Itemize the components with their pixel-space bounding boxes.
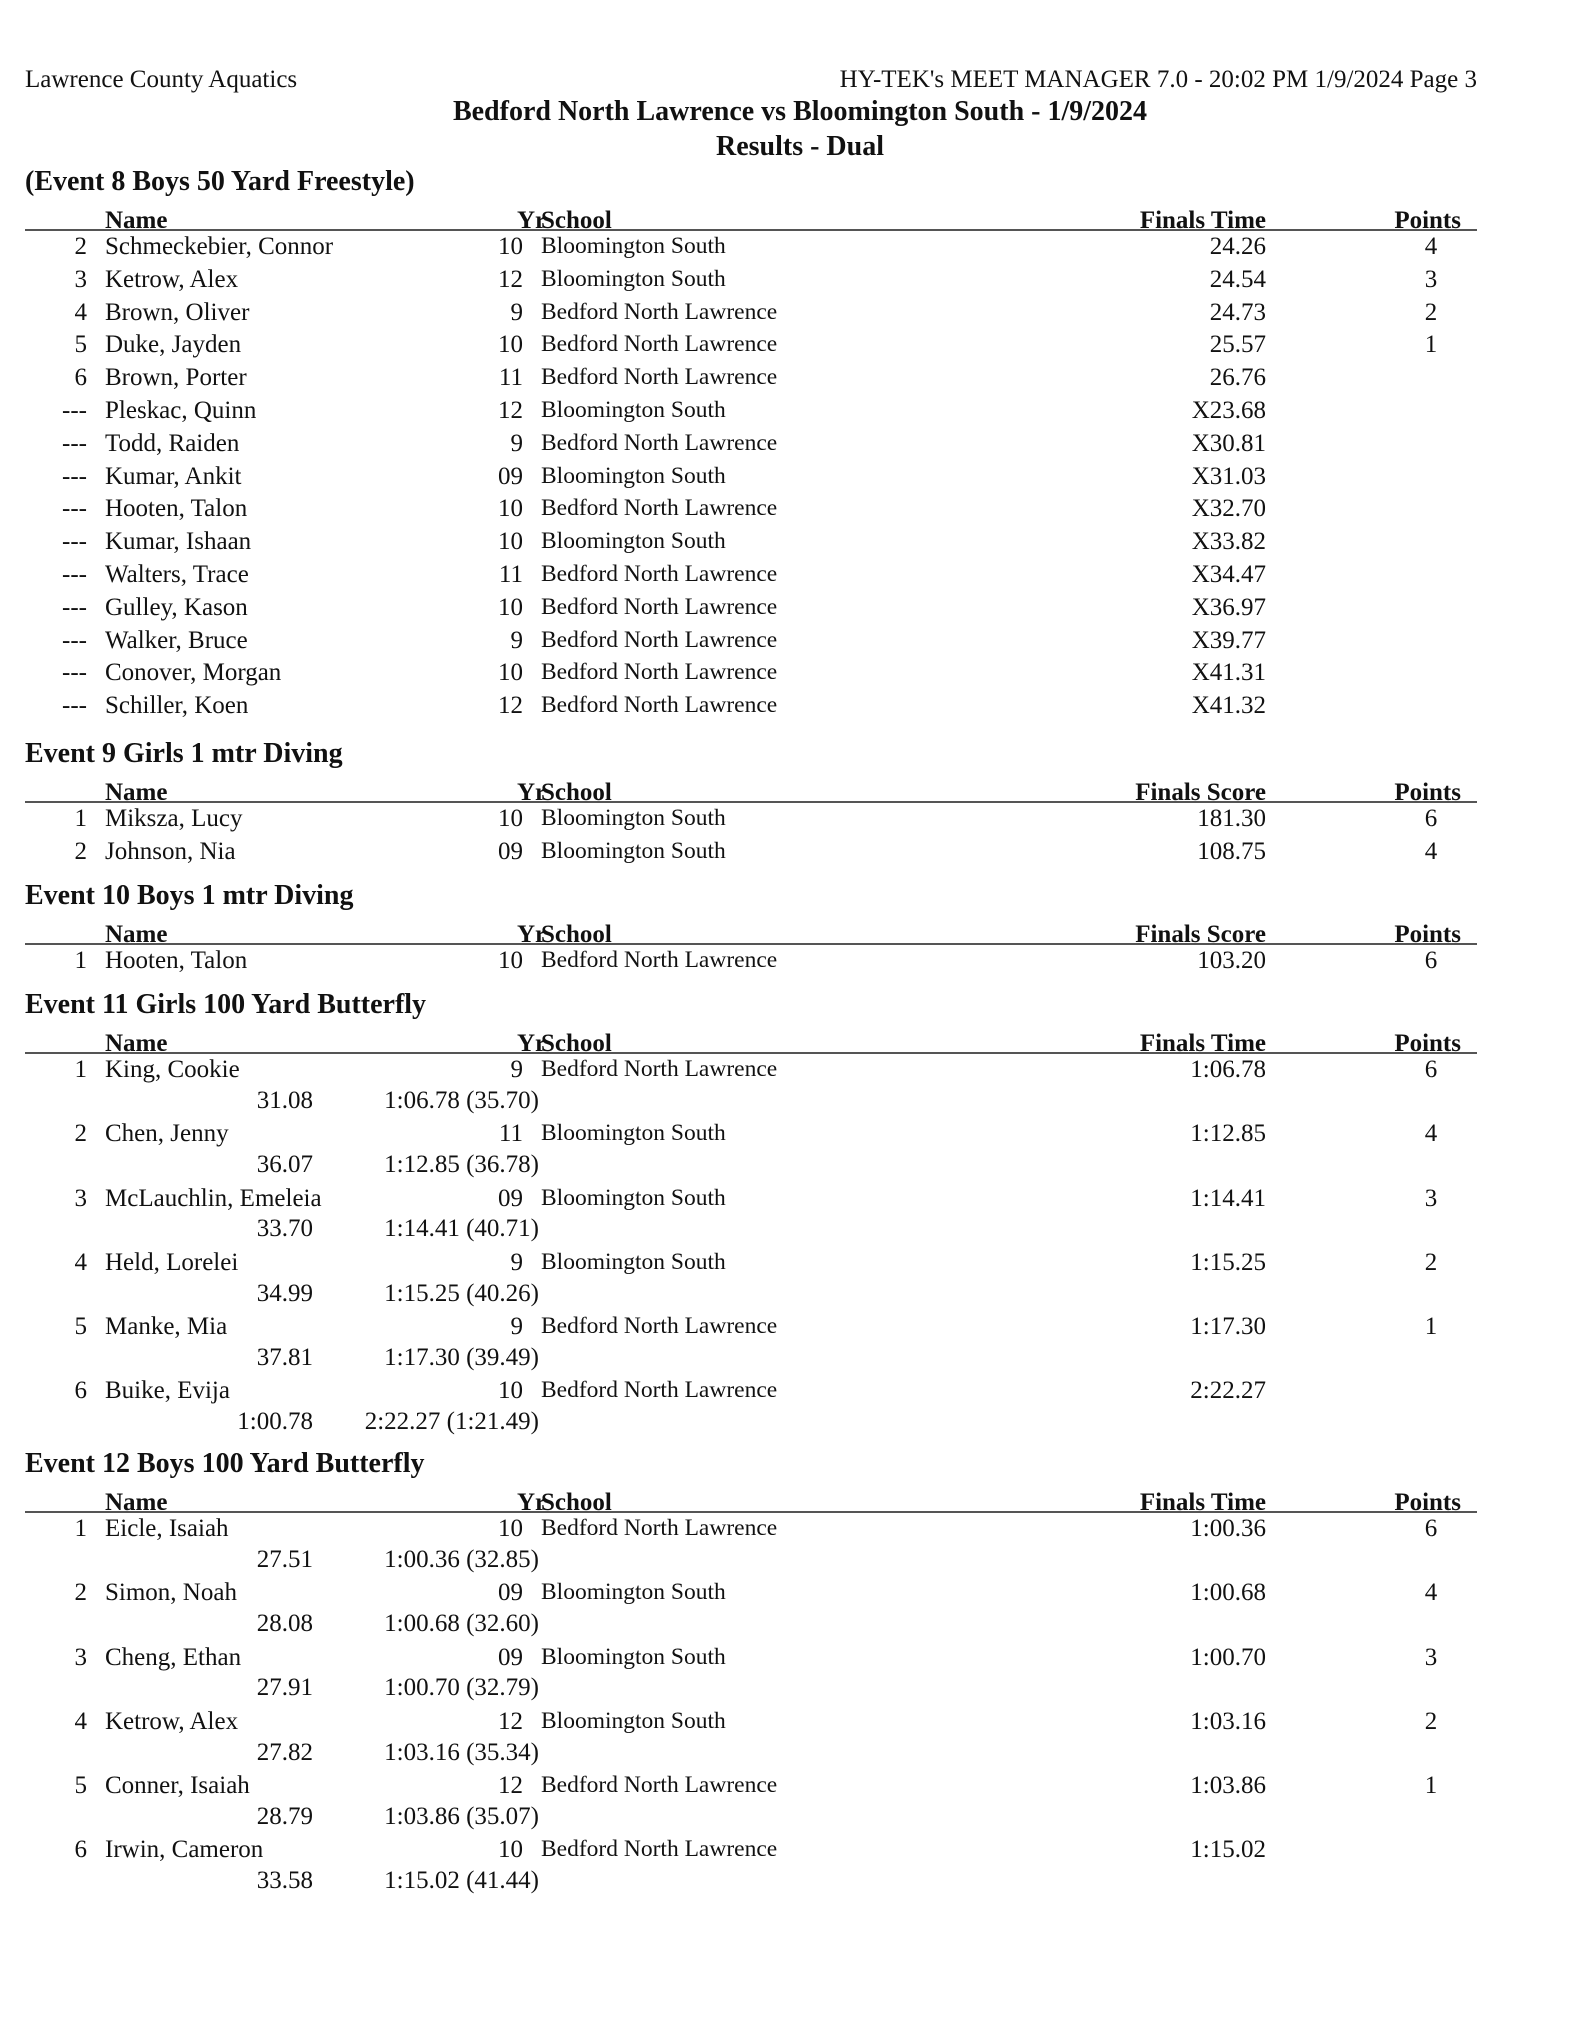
school: Bedford North Lawrence [541, 1515, 778, 1541]
year: 12 [498, 692, 523, 720]
result-row [25, 657, 1477, 690]
year: 09 [498, 1184, 523, 1212]
points: 4 [1424, 233, 1438, 260]
place: 1 [74, 805, 87, 832]
column-header-row [25, 1481, 1477, 1516]
school: Bloomington South [541, 837, 726, 864]
swimmer-name: Hooten, Talon [105, 947, 248, 974]
year: 10 [498, 593, 523, 621]
place: --- [62, 396, 87, 424]
school: Bloomington South [541, 462, 726, 489]
column-header-name: Name [105, 921, 168, 948]
column-header-yr: Yr [517, 921, 547, 948]
final-result: 1:03.86 [1190, 1772, 1266, 1800]
result-row [25, 461, 1477, 494]
organization-name: Lawrence County Aquatics [25, 66, 298, 93]
result-row [25, 297, 1477, 330]
result-row [25, 1577, 1477, 1610]
swimmer-name: King, Cookie [105, 1056, 240, 1083]
event-section [25, 988, 1477, 1440]
points: 1 [1424, 1772, 1438, 1800]
school: Bedford North Lawrence [541, 1313, 778, 1340]
year: 9 [510, 1313, 523, 1341]
result-row [25, 592, 1477, 625]
swimmer-name: Conover, Morgan [105, 659, 282, 687]
place: 2 [74, 1120, 87, 1148]
event-title: Event 9 Girls 1 mtr Diving [25, 738, 343, 769]
result-row [25, 231, 1477, 264]
place: 1 [74, 947, 87, 974]
swimmer-name: Ketrow, Alex [105, 1707, 239, 1735]
result-row [25, 690, 1477, 723]
school: Bedford North Lawrence [541, 1056, 778, 1082]
year: 10 [498, 528, 523, 556]
event-section [25, 879, 1477, 978]
school: Bloomington South [541, 1248, 726, 1275]
year: 10 [498, 805, 523, 832]
results-title: Results - Dual [715, 131, 884, 162]
split-50: 34.99 [256, 1279, 313, 1307]
split-row [25, 1408, 1477, 1440]
column-header-name: Name [105, 1489, 168, 1516]
school: Bedford North Lawrence [541, 947, 778, 973]
year: 09 [498, 837, 523, 865]
result-row [25, 1183, 1477, 1216]
place: --- [62, 692, 87, 720]
column-header-points: Points [1394, 1489, 1461, 1516]
result-row [25, 1706, 1477, 1739]
place: --- [62, 626, 87, 654]
event-title: Event 11 Girls 100 Yard Butterfly [25, 989, 427, 1020]
place: 2 [74, 233, 87, 260]
column-header-final: Finals Score [1135, 921, 1266, 948]
column-header-final: Finals Time [1139, 1489, 1266, 1516]
swimmer-name: Simon, Noah [105, 1579, 237, 1607]
year: 10 [498, 659, 523, 687]
school: Bedford North Lawrence [541, 692, 778, 719]
swimmer-name: Chen, Jenny [105, 1120, 229, 1148]
column-header-points: Points [1394, 921, 1461, 948]
swimmer-name: Pleskac, Quinn [105, 396, 257, 424]
year: 10 [498, 1836, 523, 1864]
split-50: 27.91 [256, 1674, 313, 1702]
year: 10 [498, 1515, 523, 1542]
final-result: 1:15.25 [1190, 1248, 1266, 1276]
split-row [25, 1546, 1477, 1578]
result-row [25, 493, 1477, 526]
points: 6 [1424, 805, 1438, 832]
year: 11 [498, 560, 523, 588]
swimmer-name: Buike, Evija [105, 1377, 230, 1405]
place: 2 [74, 837, 87, 865]
place: --- [62, 528, 87, 556]
split-50: 28.08 [256, 1610, 313, 1638]
school: Bedford North Lawrence [541, 626, 778, 653]
points: 4 [1424, 1120, 1438, 1148]
result-row [25, 526, 1477, 559]
school: Bloomington South [541, 265, 726, 292]
year: 11 [498, 1120, 523, 1148]
final-result: 1:15.02 [1190, 1836, 1266, 1864]
school: Bedford North Lawrence [541, 364, 778, 391]
column-header-row [25, 199, 1477, 234]
split-50: 1:00.78 [237, 1408, 313, 1436]
year: 11 [498, 364, 523, 392]
split-100: 1:14.41 (40.71) [384, 1215, 539, 1243]
final-result: X41.31 [1191, 659, 1266, 687]
swimmer-name: Conner, Isaiah [105, 1772, 250, 1800]
school: Bloomington South [541, 1707, 726, 1734]
place: 1 [74, 1056, 87, 1083]
school: Bedford North Lawrence [541, 298, 778, 325]
points: 1 [1424, 331, 1438, 359]
split-100: 1:15.25 (40.26) [384, 1279, 539, 1307]
column-header-points: Points [1394, 207, 1461, 234]
place: --- [62, 560, 87, 588]
final-result: X32.70 [1191, 495, 1266, 523]
split-50: 37.81 [256, 1343, 313, 1371]
final-result: 24.26 [1209, 233, 1266, 260]
split-50: 27.82 [256, 1738, 313, 1766]
school: Bloomington South [541, 396, 726, 423]
event-title: Event 10 Boys 1 mtr Diving [25, 880, 354, 911]
result-row [25, 362, 1477, 395]
school: Bedford North Lawrence [541, 1772, 778, 1799]
school: Bedford North Lawrence [541, 429, 778, 456]
split-50: 28.79 [256, 1802, 313, 1830]
year: 10 [498, 233, 523, 260]
event-section [25, 1447, 1477, 1899]
school: Bloomington South [541, 805, 726, 831]
column-header-school: School [541, 1030, 612, 1057]
school: Bedford North Lawrence [541, 659, 778, 686]
school: Bloomington South [541, 1643, 726, 1670]
place: 4 [74, 1707, 87, 1735]
event-section [25, 737, 1477, 869]
school: Bedford North Lawrence [541, 1836, 778, 1863]
year: 09 [498, 1643, 523, 1671]
final-result: X41.32 [1191, 692, 1266, 720]
column-header-school: School [541, 779, 612, 806]
swimmer-name: Schmeckebier, Connor [105, 233, 334, 260]
school: Bloomington South [541, 1120, 726, 1147]
result-row [25, 1118, 1477, 1151]
column-header-name: Name [105, 1030, 168, 1057]
result-row [25, 1642, 1477, 1675]
result-row [25, 264, 1477, 297]
result-row [25, 428, 1477, 461]
points: 6 [1424, 947, 1438, 974]
final-result: X36.97 [1191, 593, 1266, 621]
swimmer-name: Gulley, Kason [105, 593, 248, 621]
place: 6 [74, 364, 87, 392]
column-header-points: Points [1394, 1030, 1461, 1057]
event-title: Event 12 Boys 100 Yard Butterfly [25, 1448, 425, 1479]
result-row [25, 1834, 1477, 1867]
split-50: 36.07 [256, 1151, 313, 1179]
event-section [25, 165, 1477, 723]
final-result: 1:00.36 [1190, 1515, 1266, 1542]
school: Bloomington South [541, 528, 726, 555]
result-row [25, 559, 1477, 592]
school: Bedford North Lawrence [541, 331, 778, 358]
final-result: 1:12.85 [1190, 1120, 1266, 1148]
swimmer-name: Walker, Bruce [105, 626, 248, 654]
column-header-final: Finals Time [1139, 207, 1266, 234]
school: Bloomington South [541, 1184, 726, 1211]
split-100: 1:17.30 (39.49) [384, 1343, 539, 1371]
split-100: 1:00.70 (32.79) [384, 1674, 539, 1702]
swimmer-name: Brown, Porter [105, 364, 247, 392]
year: 12 [498, 1707, 523, 1735]
swimmer-name: Johnson, Nia [105, 837, 236, 865]
school: Bedford North Lawrence [541, 495, 778, 522]
split-100: 1:12.85 (36.78) [384, 1151, 539, 1179]
meet-title: Bedford North Lawrence vs Bloomington South - 1/9/2024 [452, 96, 1148, 127]
final-result: 2:22.27 [1190, 1377, 1266, 1405]
final-result: X34.47 [1191, 560, 1266, 588]
event-title: (Event 8 Boys 50 Yard Freestyle) [25, 166, 415, 197]
place: --- [62, 429, 87, 457]
year: 9 [510, 1248, 523, 1276]
split-row [25, 1151, 1477, 1183]
final-result: 1:03.16 [1190, 1707, 1266, 1735]
year: 12 [498, 1772, 523, 1800]
year: 09 [498, 1579, 523, 1607]
points: 3 [1424, 265, 1438, 293]
final-result: X39.77 [1191, 626, 1266, 654]
result-row [25, 836, 1477, 869]
split-100: 1:00.68 (32.60) [384, 1610, 539, 1638]
swimmer-name: Kumar, Ankit [105, 462, 242, 490]
result-row [25, 1311, 1477, 1344]
place: 5 [74, 1772, 87, 1800]
year: 9 [510, 429, 523, 457]
split-row [25, 1674, 1477, 1706]
place: 6 [74, 1377, 87, 1405]
place: 5 [74, 1313, 87, 1341]
split-50: 27.51 [256, 1545, 313, 1573]
split-50: 33.58 [256, 1867, 313, 1895]
result-row [25, 1770, 1477, 1803]
place: 2 [74, 1579, 87, 1607]
result-row [25, 803, 1477, 836]
split-100: 1:06.78 (35.70) [384, 1086, 539, 1114]
place: 5 [74, 331, 87, 359]
split-row [25, 1610, 1477, 1642]
result-row [25, 945, 1477, 978]
swimmer-name: Eicle, Isaiah [105, 1515, 229, 1542]
final-result: 1:00.70 [1190, 1643, 1266, 1671]
column-header-school: School [541, 207, 612, 234]
column-header-row [25, 913, 1477, 948]
final-result: 1:17.30 [1190, 1313, 1266, 1341]
points: 1 [1424, 1313, 1438, 1341]
year: 09 [498, 462, 523, 490]
year: 12 [498, 396, 523, 424]
column-header-row [25, 1022, 1477, 1057]
points: 4 [1424, 1579, 1438, 1607]
swimmer-name: Schiller, Koen [105, 692, 249, 720]
result-row [25, 1375, 1477, 1408]
swimmer-name: Todd, Raiden [105, 429, 240, 457]
school: Bloomington South [541, 1579, 726, 1606]
year: 9 [510, 1056, 523, 1083]
points: 3 [1424, 1184, 1438, 1212]
column-header-yr: Yr [517, 207, 547, 234]
split-50: 31.08 [256, 1086, 313, 1114]
result-row [25, 329, 1477, 362]
year: 10 [498, 1377, 523, 1405]
final-result: 24.73 [1209, 298, 1266, 326]
column-header-school: School [541, 921, 612, 948]
place: 4 [74, 298, 87, 326]
result-row [25, 625, 1477, 658]
final-result: 25.57 [1209, 331, 1266, 359]
final-result: 26.76 [1209, 364, 1266, 392]
swimmer-name: Irwin, Cameron [105, 1836, 264, 1864]
year: 12 [498, 265, 523, 293]
points: 4 [1424, 837, 1438, 865]
place: 3 [74, 1184, 87, 1212]
year: 10 [498, 331, 523, 359]
split-row [25, 1344, 1477, 1376]
final-result: 24.54 [1209, 265, 1266, 293]
split-row [25, 1280, 1477, 1312]
result-row [25, 1247, 1477, 1280]
swimmer-name: Ketrow, Alex [105, 265, 239, 293]
swimmer-name: Kumar, Ishaan [105, 528, 252, 556]
swimmer-name: McLauchlin, Emeleia [105, 1184, 322, 1212]
split-100: 2:22.27 (1:21.49) [364, 1408, 539, 1436]
split-row [25, 1867, 1477, 1899]
points: 2 [1424, 298, 1438, 326]
points: 2 [1424, 1707, 1438, 1735]
place: 3 [74, 1643, 87, 1671]
column-header-yr: Yr [517, 779, 547, 806]
column-header-name: Name [105, 779, 168, 806]
swimmer-name: Hooten, Talon [105, 495, 248, 523]
place: 3 [74, 265, 87, 293]
column-header-yr: Yr [517, 1489, 547, 1516]
column-header-yr: Yr [517, 1030, 547, 1057]
school: Bloomington South [541, 233, 726, 259]
column-header-row [25, 771, 1477, 806]
final-result: 108.75 [1197, 837, 1266, 865]
swimmer-name: Manke, Mia [105, 1313, 228, 1341]
split-row [25, 1215, 1477, 1247]
column-header-final: Finals Score [1135, 779, 1266, 806]
place: --- [62, 659, 87, 687]
year: 10 [498, 495, 523, 523]
split-100: 1:15.02 (41.44) [384, 1867, 539, 1895]
school: Bedford North Lawrence [541, 593, 778, 620]
swimmer-name: Walters, Trace [105, 560, 249, 588]
final-result: 181.30 [1197, 805, 1266, 832]
final-result: X33.82 [1191, 528, 1266, 556]
final-result: 1:00.68 [1190, 1579, 1266, 1607]
column-header-school: School [541, 1489, 612, 1516]
swimmer-name: Held, Lorelei [105, 1248, 239, 1276]
place: --- [62, 593, 87, 621]
result-row [25, 395, 1477, 428]
points: 2 [1424, 1248, 1438, 1276]
split-row [25, 1087, 1477, 1119]
school: Bedford North Lawrence [541, 560, 778, 587]
swimmer-name: Miksza, Lucy [105, 805, 243, 832]
swimmer-name: Cheng, Ethan [105, 1643, 242, 1671]
split-row [25, 1739, 1477, 1771]
points: 3 [1424, 1643, 1438, 1671]
split-100: 1:00.36 (32.85) [384, 1545, 539, 1573]
final-result: X31.03 [1191, 462, 1266, 490]
school: Bedford North Lawrence [541, 1377, 778, 1404]
final-result: X30.81 [1191, 429, 1266, 457]
year: 9 [510, 298, 523, 326]
place: --- [62, 495, 87, 523]
swimmer-name: Brown, Oliver [105, 298, 250, 326]
final-result: 1:06.78 [1190, 1056, 1266, 1083]
final-result: X23.68 [1191, 396, 1266, 424]
place: --- [62, 462, 87, 490]
place: 4 [74, 1248, 87, 1276]
result-row [25, 1054, 1477, 1087]
split-100: 1:03.86 (35.07) [384, 1802, 539, 1830]
split-100: 1:03.16 (35.34) [384, 1738, 539, 1766]
software-page-info: HY-TEK's MEET MANAGER 7.0 - 20:02 PM 1/9/2024 Page 3 [839, 66, 1477, 93]
split-50: 33.70 [256, 1215, 313, 1243]
place: 1 [74, 1515, 87, 1542]
column-header-final: Finals Time [1139, 1030, 1266, 1057]
final-result: 103.20 [1197, 947, 1266, 974]
column-header-name: Name [105, 207, 168, 234]
year: 9 [510, 626, 523, 654]
swimmer-name: Duke, Jayden [105, 331, 242, 359]
final-result: 1:14.41 [1190, 1184, 1266, 1212]
result-row [25, 1513, 1477, 1546]
year: 10 [498, 947, 523, 974]
split-row [25, 1803, 1477, 1835]
column-header-points: Points [1394, 779, 1461, 806]
points: 6 [1424, 1056, 1438, 1083]
place: 6 [74, 1836, 87, 1864]
points: 6 [1424, 1515, 1438, 1542]
